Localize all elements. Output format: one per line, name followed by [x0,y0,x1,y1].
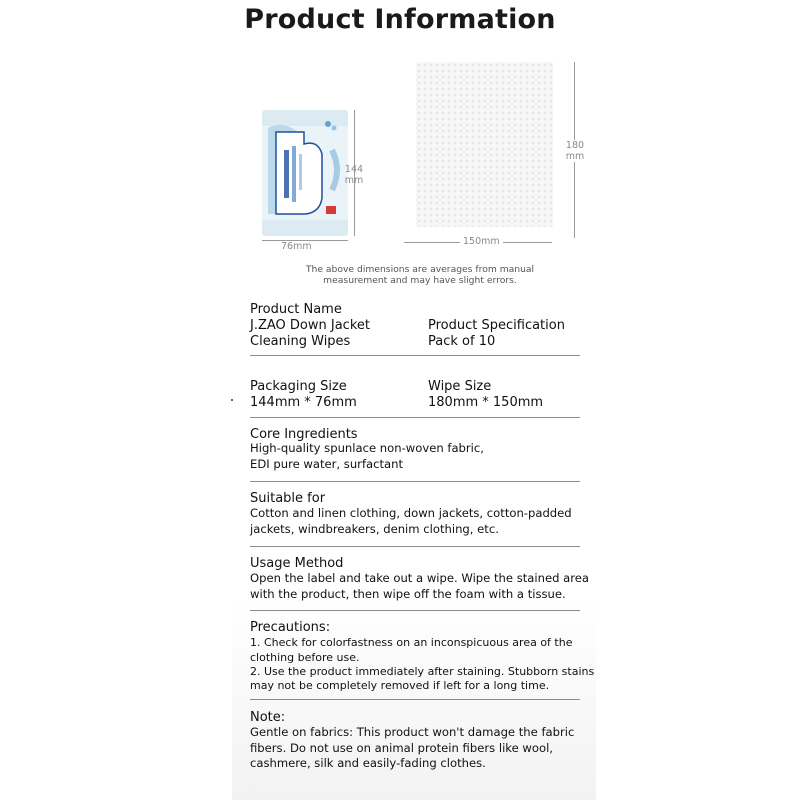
wipe-size-value: 180mm * 150mm [428,395,544,410]
divider [250,699,580,700]
suitable-heading: Suitable for [250,491,326,506]
product-spec-label: Product Specification [428,318,565,333]
usage-heading: Usage Method [250,556,344,571]
divider [250,355,580,356]
wipe-height-unit: mm [565,151,585,162]
product-name-line2: Cleaning Wipes [250,334,351,349]
divider [250,610,580,611]
usage-line: Open the label and take out a wipe. Wipe the stained area [250,571,589,585]
note-line: fibers. Do not use on animal protein fibers like wool, [250,741,553,755]
pack-height-unit: mm [344,175,364,186]
precautions-line: 2. Use the product immediately after staining. Stubborn stains [250,665,595,678]
wipe-width-value: 150mm [460,236,503,247]
ingredients-line: EDI pure water, surfactant [250,457,404,471]
package-illustration [262,110,348,236]
divider [250,481,580,482]
disclaimer-line: The above dimensions are averages from manual [305,264,535,275]
precautions-line: clothing before use. [250,651,360,664]
precautions-line: 1. Check for colorfastness on an inconspicuous area of the [250,636,573,649]
usage-line: with the product, then wipe off the foam with a tissue. [250,587,566,601]
page-title: Product Information [244,4,556,35]
pack-width-value: 76mm [278,241,315,252]
note-heading: Note: [250,710,286,725]
product-name-line1: J.ZAO Down Jacket [250,318,370,333]
pack-height-value: 144 [344,164,364,175]
ingredients-line: High-quality spunlace non-woven fabric, [250,441,484,455]
ingredients-heading: Core Ingredients [250,427,358,442]
wipes-package-image [262,110,348,236]
suitable-line: Cotton and linen clothing, down jackets, cotton-padded [250,506,572,520]
divider [250,417,580,418]
precautions-line: may not be completely removed if left for a long time. [250,679,550,692]
precautions-heading: Precautions: [250,620,331,635]
wipe-sheet-image [416,62,553,227]
note-line: cashmere, silk and easily-fading clothes. [250,756,486,770]
product-name-label: Product Name [250,302,342,317]
stray-dot [231,399,233,401]
wipe-height-value: 180 [565,140,585,151]
packaging-size-label: Packaging Size [250,379,347,394]
suitable-line: jackets, windbreakers, denim clothing, etc. [250,522,499,536]
disclaimer-line: measurement and may have slight errors. [323,275,517,286]
packaging-size-value: 144mm * 76mm [250,395,357,410]
dimension-disclaimer [290,264,550,286]
wipe-size-label: Wipe Size [428,379,492,394]
divider [250,546,580,547]
product-spec-value: Pack of 10 [428,334,496,349]
note-line: Gentle on fabrics: This product won't damage the fabric [250,725,575,739]
